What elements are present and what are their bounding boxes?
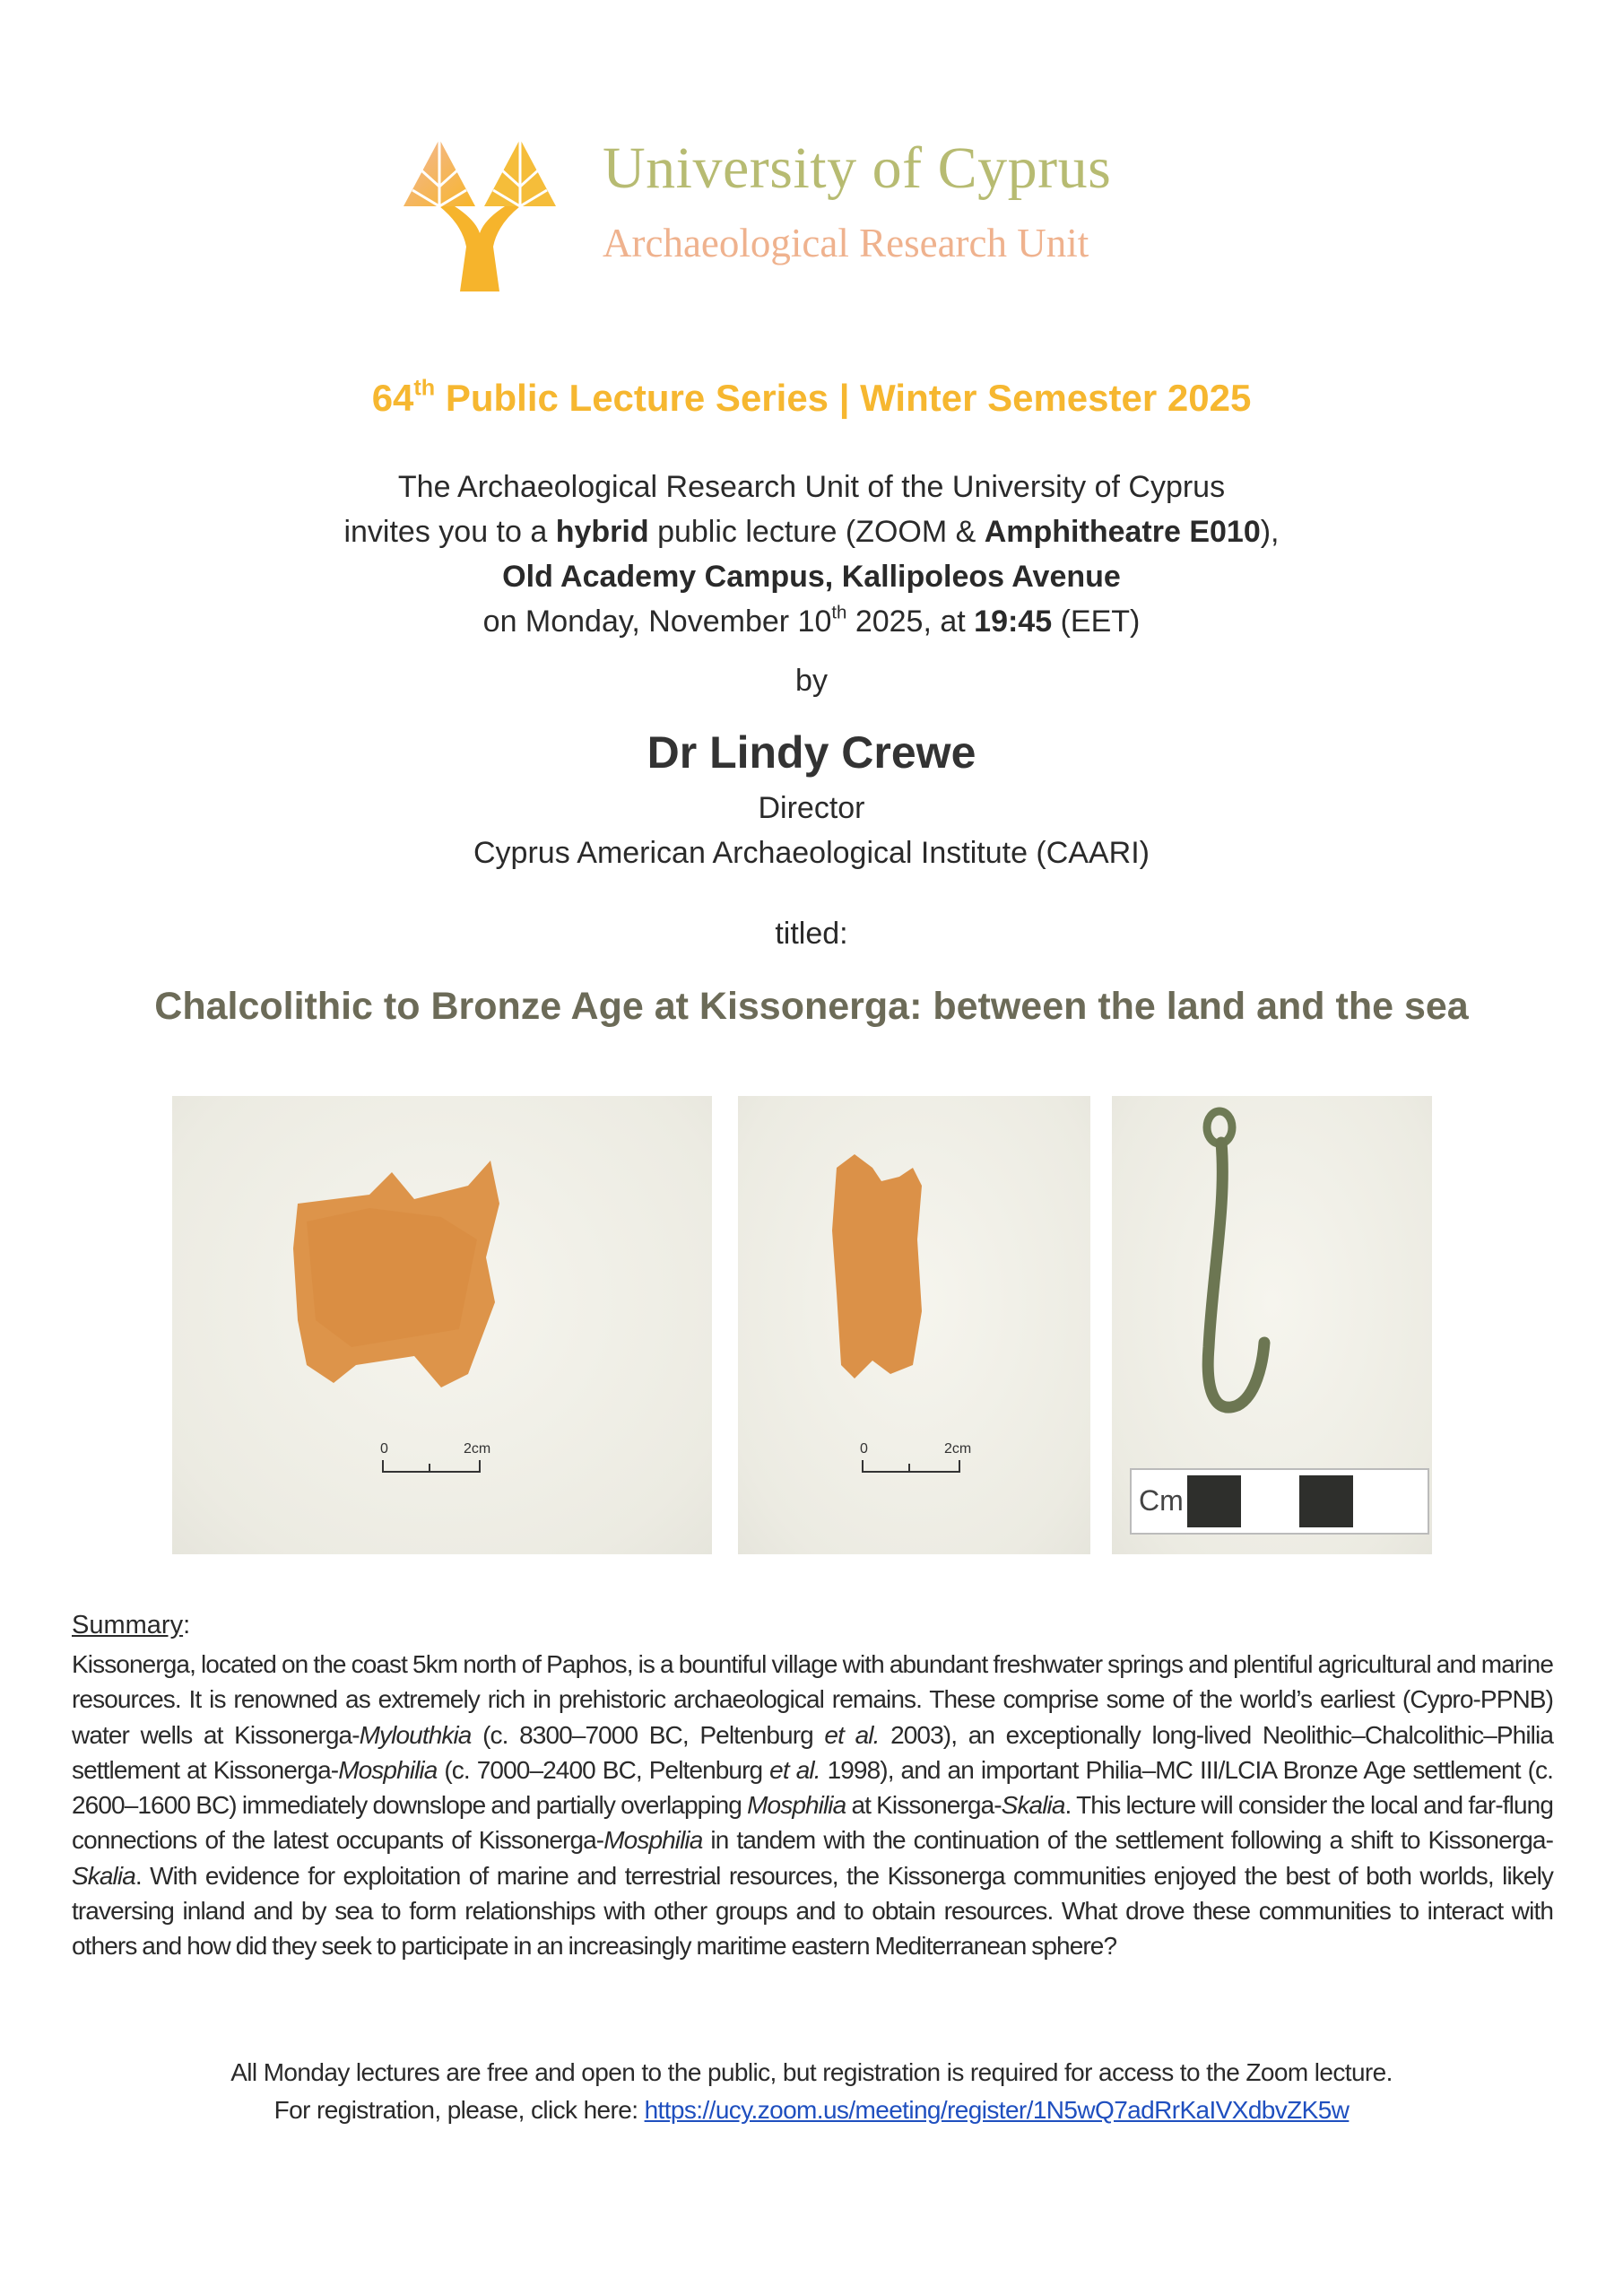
scale-zero-label: 0 [380, 1441, 388, 1457]
free-lectures-note: All Monday lectures are free and open to the public, but registration is required for access to the Zoom lecture. [230, 2058, 1393, 2086]
summary-heading [72, 1611, 190, 1640]
text: Kissonerga, located on the coast 5km north of Paphos, is a bountiful village with abundant freshwater springs and plentiful agricultural and marine resources. It is renowned as extremely rich in prehistoric archaeological remains. These comprise some of the world’s earliest (Cypro-PPNB) water wells at Kissonerga- [72, 1650, 1553, 1749]
text: ), [1260, 515, 1280, 549]
registration-info [0, 2054, 1623, 2129]
campus: Old Academy Campus, Kallipoleos Avenue [502, 560, 1121, 594]
scale-2cm-label: 2cm [464, 1441, 491, 1457]
text: 2025, at [846, 604, 975, 639]
photo-terracotta-figurine-side [738, 1096, 1090, 1554]
site-name: Mylouthkia [359, 1720, 472, 1749]
text: at Kissonerga- [846, 1791, 1002, 1820]
speaker-affiliation [0, 786, 1623, 875]
photo-terracotta-figurine-front [172, 1096, 712, 1554]
logo-university-name: University of Cyprus [603, 135, 1112, 201]
colon: : [183, 1611, 191, 1639]
scale-tick [908, 1464, 910, 1471]
university-of-cyprus-logo-icon [399, 135, 560, 296]
site-name: Skalia [72, 1861, 135, 1890]
date-line [0, 599, 1623, 644]
text: 1998), and an important Philia–MC III/LCIA Bronze Age settlement (c. 2600–1600 BC) immediately downslope and partially overlapping [72, 1755, 1553, 1820]
site-name: Mosphilia [603, 1826, 703, 1855]
intro-line [0, 509, 1623, 554]
format-hybrid: hybrid [555, 515, 649, 549]
speaker-role: Director [758, 791, 865, 825]
campus-line [0, 554, 1623, 599]
registration-link[interactable]: https://ucy.zoom.us/meeting/register/1N5wQ7adRrKaIVXdbvZK5w [644, 2096, 1350, 2124]
text: (c. 7000–2400 BC, Peltenburg [437, 1755, 770, 1784]
figurine-side-image [738, 1096, 1090, 1554]
lecture-title: Chalcolithic to Bronze Age at Kissonerga: between the land and the sea [154, 985, 1469, 1028]
text: . This lecture will consider the local and far-flung connections of the latest occupants of Kissonerga- [72, 1791, 1553, 1855]
titled-label: titled: [775, 917, 848, 951]
scale-block [1299, 1475, 1353, 1527]
registration-label: For registration, please, click here: [273, 2096, 645, 2124]
series-rest: Public Lecture Series | Winter Semester 2025 [435, 377, 1252, 419]
intro-line: The Archaeological Research Unit of the University of Cyprus [397, 470, 1226, 504]
site-name: Mosphilia [747, 1791, 846, 1820]
lecture-series-heading [0, 377, 1623, 420]
citation: et al. [824, 1720, 880, 1749]
site-name: Mosphilia [338, 1755, 438, 1784]
venue: Amphitheatre E010 [984, 515, 1261, 549]
scale-zero-label: 0 [860, 1441, 868, 1457]
speaker-institution: Cyprus American Archaeological Institute (CAARI) [473, 836, 1150, 870]
text: in tandem with the continuation of the settlement following a shift to Kissonerga- [702, 1826, 1554, 1855]
site-name: Skalia [1001, 1791, 1065, 1820]
registration-line [0, 2092, 1623, 2129]
text: 2003), an exceptionally long-lived Neolithic–Chalcolithic–Philia settlement at Kissonerga- [72, 1720, 1553, 1784]
scale-block [1187, 1475, 1241, 1527]
text: public lecture (ZOOM & [648, 515, 985, 549]
text: . With evidence for exploitation of marine and terrestrial resources, the Kissonerga communities enjoyed the best of both worlds, likely traversing inland and by sea to form relationships with other groups and to obtain resources. What drove these communities to interact with others and how did they seek to participate in an increasingly maritime eastern Mediterranean sphere? [72, 1861, 1553, 1961]
scale-tick [429, 1464, 430, 1471]
cm-label: Cm [1139, 1484, 1184, 1517]
figurine-front-image [172, 1096, 712, 1554]
summary-paragraph [72, 1647, 1553, 1964]
series-number: 64 [371, 377, 414, 419]
timezone: (EET) [1052, 604, 1141, 639]
date-suffix: th [831, 603, 847, 623]
text: invites you to a [343, 515, 556, 549]
summary-heading-text: Summary [72, 1611, 184, 1639]
scale-bar [382, 1460, 481, 1473]
date: on Monday, November 10 [482, 604, 832, 639]
invitation-text [0, 465, 1623, 644]
speaker-name: Dr Lindy Crewe [647, 727, 976, 778]
citation: et al. [769, 1755, 820, 1784]
text: (c. 8300–7000 BC, Peltenburg [471, 1720, 825, 1749]
logo-unit-name: Archaeological Research Unit [603, 221, 1089, 265]
scale-2cm-label: 2cm [944, 1441, 972, 1457]
time: 19:45 [974, 604, 1053, 639]
by-label: by [795, 664, 828, 698]
photo-bronze-fish-hook [1112, 1096, 1432, 1554]
cm-scale-bar [1130, 1468, 1429, 1535]
series-suffix: th [413, 375, 436, 401]
scale-bar [862, 1460, 960, 1473]
